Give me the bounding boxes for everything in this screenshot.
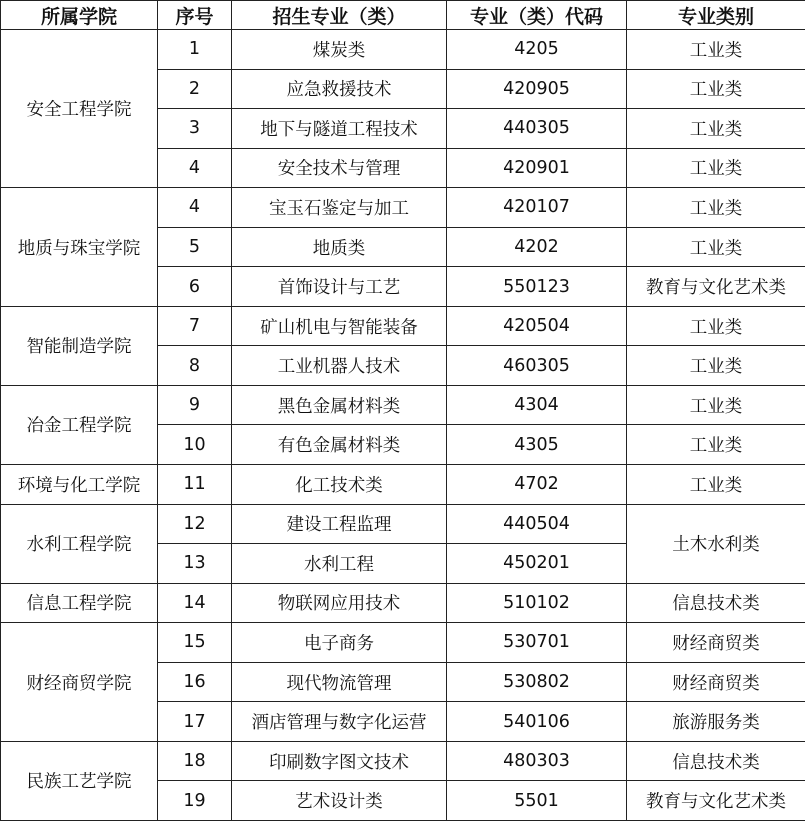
school-cell: 财经商贸学院 [1, 623, 158, 742]
category-cell: 旅游服务类 [627, 702, 805, 742]
category-cell: 工业类 [627, 69, 805, 109]
category-cell: 土木水利类 [627, 504, 805, 583]
school-cell: 民族工艺学院 [1, 741, 158, 820]
category-cell: 工业类 [627, 306, 805, 346]
major-cell: 矿山机电与智能装备 [232, 306, 447, 346]
number-cell: 5 [158, 227, 232, 267]
table-row [1, 30, 805, 70]
number-cell: 9 [158, 385, 232, 425]
major-cell: 酒店管理与数字化运营 [232, 702, 447, 742]
major-cell: 地质类 [232, 227, 447, 267]
major-cell: 黑色金属材料类 [232, 385, 447, 425]
number-cell: 18 [158, 741, 232, 781]
code-cell: 440504 [447, 504, 627, 544]
code-cell: 420107 [447, 188, 627, 228]
number-cell: 12 [158, 504, 232, 544]
table-row [1, 188, 805, 228]
code-cell: 4702 [447, 465, 627, 505]
major-cell: 安全技术与管理 [232, 148, 447, 188]
header-code: 专业（类）代码 [447, 1, 627, 30]
table-row [1, 583, 805, 623]
code-cell: 4305 [447, 425, 627, 465]
code-cell: 4304 [447, 385, 627, 425]
major-cell: 工业机器人技术 [232, 346, 447, 386]
category-cell: 教育与文化艺术类 [627, 781, 805, 821]
table-row [1, 465, 805, 505]
number-cell: 4 [158, 188, 232, 228]
table-row [1, 623, 805, 663]
major-cell: 首饰设计与工艺 [232, 267, 447, 307]
header-category: 专业类别 [627, 1, 805, 30]
table-row [1, 385, 805, 425]
header-row [1, 1, 805, 30]
code-cell: 4205 [447, 30, 627, 70]
major-cell: 煤炭类 [232, 30, 447, 70]
major-cell: 应急救援技术 [232, 69, 447, 109]
table-row [1, 741, 805, 781]
category-cell: 工业类 [627, 148, 805, 188]
major-cell: 地下与隧道工程技术 [232, 109, 447, 149]
category-cell: 工业类 [627, 385, 805, 425]
number-cell: 3 [158, 109, 232, 149]
category-cell: 财经商贸类 [627, 662, 805, 702]
code-cell: 530802 [447, 662, 627, 702]
code-cell: 450201 [447, 544, 627, 584]
category-cell: 信息技术类 [627, 583, 805, 623]
number-cell: 1 [158, 30, 232, 70]
code-cell: 530701 [447, 623, 627, 663]
category-cell: 工业类 [627, 30, 805, 70]
major-cell: 宝玉石鉴定与加工 [232, 188, 447, 228]
number-cell: 11 [158, 465, 232, 505]
major-cell: 化工技术类 [232, 465, 447, 505]
number-cell: 8 [158, 346, 232, 386]
number-cell: 2 [158, 69, 232, 109]
category-cell: 工业类 [627, 109, 805, 149]
school-cell: 环境与化工学院 [1, 465, 158, 505]
number-cell: 15 [158, 623, 232, 663]
number-cell: 14 [158, 583, 232, 623]
major-cell: 艺术设计类 [232, 781, 447, 821]
category-cell: 工业类 [627, 346, 805, 386]
category-cell: 工业类 [627, 227, 805, 267]
number-cell: 17 [158, 702, 232, 742]
category-cell: 工业类 [627, 465, 805, 505]
code-cell: 5501 [447, 781, 627, 821]
number-cell: 4 [158, 148, 232, 188]
school-cell: 信息工程学院 [1, 583, 158, 623]
header-school: 所属学院 [1, 1, 158, 30]
table-row [1, 504, 805, 544]
code-cell: 420901 [447, 148, 627, 188]
major-cell: 电子商务 [232, 623, 447, 663]
category-cell: 财经商贸类 [627, 623, 805, 663]
major-cell: 物联网应用技术 [232, 583, 447, 623]
code-cell: 420905 [447, 69, 627, 109]
major-cell: 印刷数字图文技术 [232, 741, 447, 781]
number-cell: 6 [158, 267, 232, 307]
category-cell: 工业类 [627, 188, 805, 228]
category-cell: 工业类 [627, 425, 805, 465]
code-cell: 540106 [447, 702, 627, 742]
number-cell: 19 [158, 781, 232, 821]
category-cell: 信息技术类 [627, 741, 805, 781]
number-cell: 13 [158, 544, 232, 584]
school-cell: 安全工程学院 [1, 30, 158, 188]
school-cell: 冶金工程学院 [1, 385, 158, 464]
code-cell: 440305 [447, 109, 627, 149]
number-cell: 10 [158, 425, 232, 465]
code-cell: 4202 [447, 227, 627, 267]
number-cell: 7 [158, 306, 232, 346]
code-cell: 510102 [447, 583, 627, 623]
code-cell: 420504 [447, 306, 627, 346]
header-number: 序号 [158, 1, 232, 30]
school-cell: 智能制造学院 [1, 306, 158, 385]
school-cell: 水利工程学院 [1, 504, 158, 583]
code-cell: 460305 [447, 346, 627, 386]
code-cell: 480303 [447, 741, 627, 781]
table-row [1, 306, 805, 346]
major-cell: 水利工程 [232, 544, 447, 584]
header-major: 招生专业（类） [232, 1, 447, 30]
major-cell: 现代物流管理 [232, 662, 447, 702]
number-cell: 16 [158, 662, 232, 702]
table-body [1, 30, 805, 821]
major-cell: 有色金属材料类 [232, 425, 447, 465]
category-cell: 教育与文化艺术类 [627, 267, 805, 307]
major-cell: 建设工程监理 [232, 504, 447, 544]
school-cell: 地质与珠宝学院 [1, 188, 158, 307]
code-cell: 550123 [447, 267, 627, 307]
